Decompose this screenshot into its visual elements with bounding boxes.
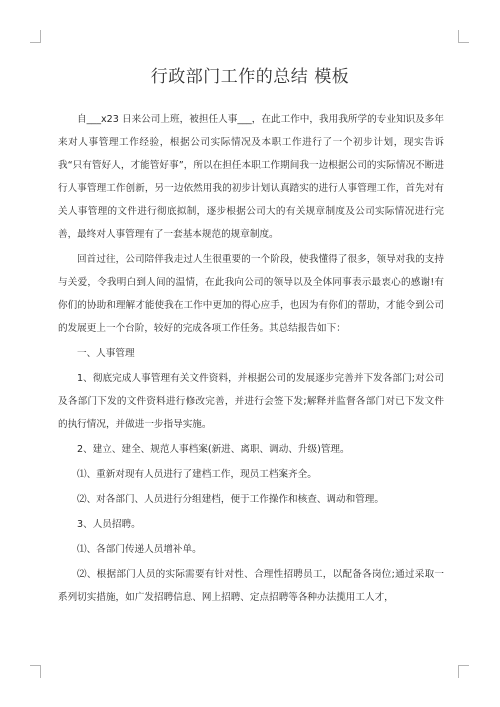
section-heading-hr: 一、人事管理 <box>77 348 135 359</box>
paragraph-review: 回首过往，公司陪伴我走过人生很重要的一个阶段，使我懂得了很多，领导对我的支持与关爱，令我明白到人间的温情，在此我向公司的领导以及全体同事表示最衷心的感谢!有你们的协助和理解才能使我在工作中更加的得心应手，也因为有你们的帮助，才能令到公司的发展更上一个台阶，较好的完成各项工作任务。其总结报告如下： <box>58 254 444 334</box>
document-body <box>58 108 444 611</box>
list-item: 1、彻底完成人事管理有关文件资料，并根据公司的发展逐步完善并下发各部门;对公司及各部门下发的文件资料进行修改完善，并进行会签下发;解释并监督各部门对已下发文件的执行情况，并做进一步指导实施。 <box>58 373 444 430</box>
list-item: ⑵、根据部门人员的实际需要有针对性、合理性招聘员工，以配备各岗位;通过采取一系列切实措施，如广发招聘信息、网上招聘、定点招聘等各种办法揽用工人才， <box>58 569 444 603</box>
list-item: ⑴、重新对现有人员进行了建档工作，现员工档案齐全。 <box>77 469 317 480</box>
list-item: ⑴、各部门传递人员增补单。 <box>77 544 202 555</box>
list-item: 3、人员招聘。 <box>77 519 141 530</box>
crop-mark-top-left <box>30 30 41 43</box>
list-item: 2、建立、建全、规范人事档案(新进、离职、调动、升级)管理。 <box>77 444 350 455</box>
list-item: ⑵、对各部门、人员进行分组建档，便于工作操作和核查、调动和管理。 <box>77 494 384 505</box>
page-title: 行政部门工作的总结 模板 <box>150 67 350 87</box>
crop-mark-bottom-left <box>30 665 41 678</box>
crop-mark-bottom-right <box>458 665 469 678</box>
paragraph-intro: 自___x23 日来公司上班，被担任人事___，在此工作中，我用我所学的专业知识及多年来对人事管理工作经验，根据公司实际情况及本职工作进行了一个初步计划，现实告诉我“只有管好人，才能管好事”，所以在担任本职工作期间我一边根据公司的实际情况不断进行人事管理工作创新，另一边依然用我的初步计划认真踏实的进行人事管理工作，首先对有关人事管理的文件进行彻底拟制，逐步根据公司大的有关规章制度及公司实际情况进行完善，最终对人事管理有了一套基本规范的规章制度。 <box>58 114 444 240</box>
crop-mark-top-right <box>458 30 469 43</box>
